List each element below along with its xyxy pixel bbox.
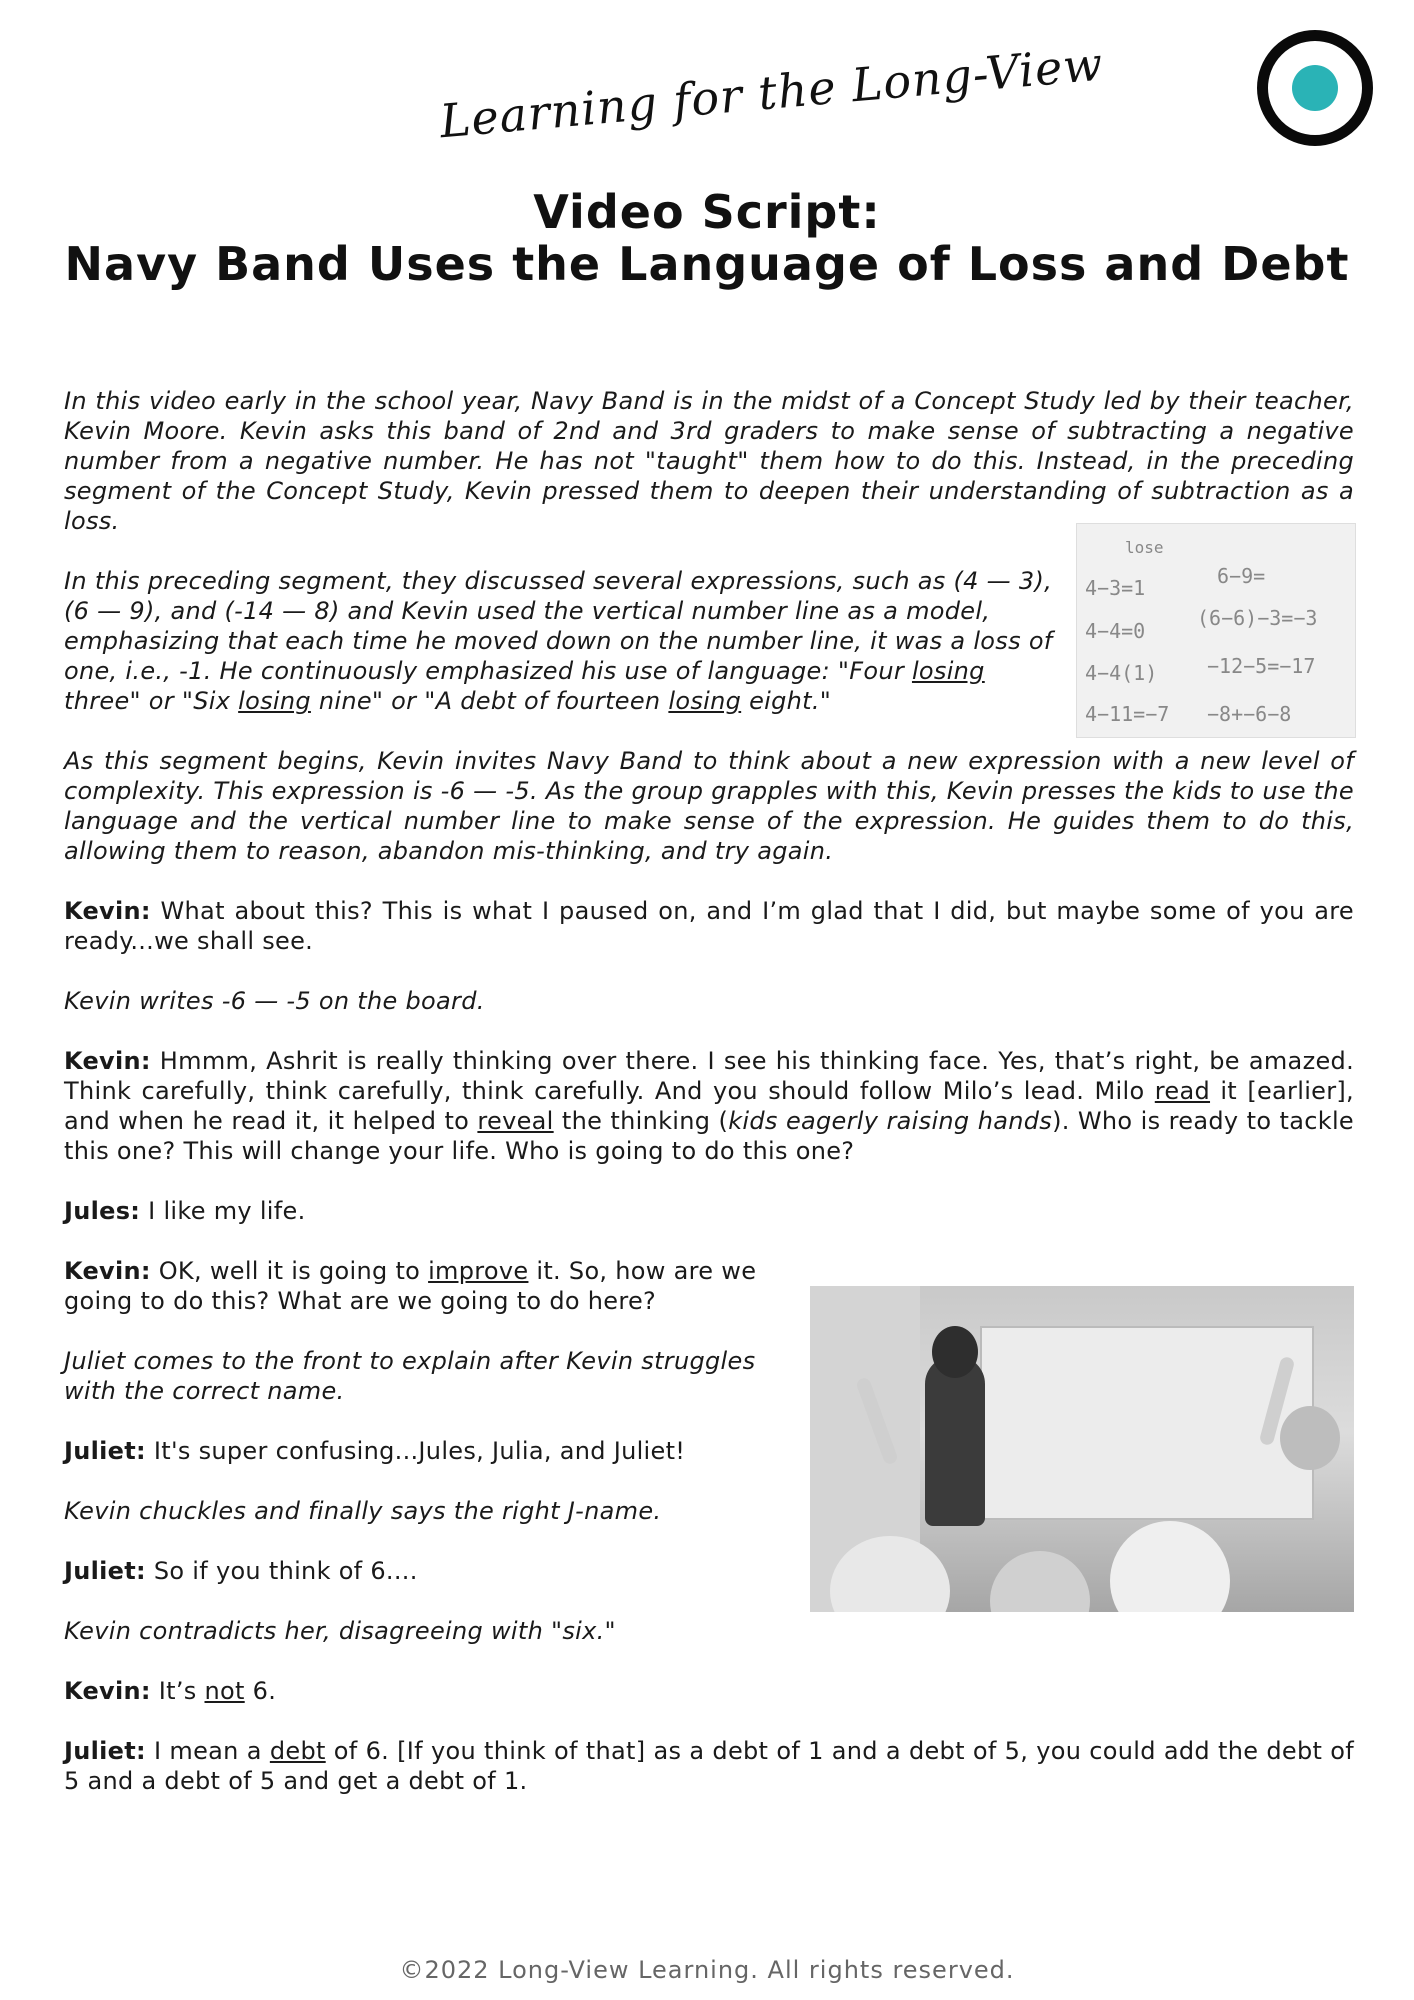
stage-direction: Kevin writes -6 — -5 on the board. bbox=[64, 987, 485, 1015]
board-cell: 4−4(1) bbox=[1085, 661, 1158, 685]
board-label: lose bbox=[1125, 538, 1164, 557]
board-cell: 6−9= bbox=[1217, 564, 1266, 588]
board-cell: −8+−6−8 bbox=[1207, 702, 1292, 726]
brand-logo: Learning for the Long-View bbox=[437, 36, 1106, 149]
whiteboard-image bbox=[1076, 523, 1356, 738]
dialogue-line: Kevin: It’s not 6. bbox=[64, 1677, 277, 1705]
dialogue-line: Kevin: Hmmm, Ashrit is really thinking over there. I see his thinking face. Yes, that’s right, be amazed. Think carefully, think carefully, think carefully. And you should follow Milo’s lead. Milo read it [earlier], and when he read it, it helped to reveal the thinking (kids eagerly raising hands). Who is ready to tackle this one? This will change your life. Who is going to do this one? bbox=[64, 1047, 1354, 1165]
stage-direction: Juliet comes to the front to explain after Kevin struggles with the correct name. bbox=[64, 1347, 756, 1405]
copyright-footer: ©2022 Long-View Learning. All rights reserved. bbox=[399, 1956, 1015, 1984]
intro-paragraph-2: In this preceding segment, they discussed several expressions, such as (4 — 3), (6 — 9), and (-14 — 8) and Kevin used the vertical number line as a model, emphasizing that each time he moved down on the number line, it was a loss of one, i.e., -1. He continuously emphasized his use of language: "Four losing three" or "Six losing nine" or "A debt of fourteen losing eight." bbox=[64, 567, 1053, 715]
board-cell: −12−5=−17 bbox=[1207, 654, 1316, 678]
board-cell: 4−4=0 bbox=[1085, 619, 1146, 643]
dialogue-line: Juliet: I mean a debt of 6. [If you think of that] as a debt of 1 and a debt of 5, you could add the debt of 5 and a debt of 5 and get a debt of 1. bbox=[64, 1737, 1354, 1795]
stage-direction: Kevin chuckles and finally says the right J-name. bbox=[64, 1497, 662, 1525]
dialogue-line: Juliet: So if you think of 6.... bbox=[64, 1557, 418, 1585]
dialogue-line: Jules: I like my life. bbox=[64, 1197, 306, 1225]
dialogue-line: Kevin: OK, well it is going to improve it. So, how are we going to do this? What are we going to do here? bbox=[64, 1257, 757, 1315]
classroom-photo bbox=[810, 1286, 1354, 1612]
stage-direction: Kevin contradicts her, disagreeing with "six." bbox=[64, 1617, 616, 1645]
board-cell: 4−3=1 bbox=[1085, 576, 1146, 600]
intro-paragraph-1: In this video early in the school year, Navy Band is in the midst of a Concept Study led by their teacher, Kevin Moore. Kevin asks this band of 2nd and 3rd graders to make sense of subtracting a negative number from a negative number. He has not "taught" them how to do this. Instead, in the preceding segment of the Concept Study, Kevin pressed them to deepen their understanding of subtraction as a loss. bbox=[64, 387, 1354, 535]
board-cell: 4−11=−7 bbox=[1085, 702, 1170, 726]
page-title-line2: Navy Band Uses the Language of Loss and Debt bbox=[64, 237, 1350, 291]
page-title-line1: Video Script: bbox=[533, 185, 881, 239]
board-cell: (6−6)−3=−3 bbox=[1197, 606, 1318, 630]
dialogue-line: Juliet: It's super confusing...Jules, Julia, and Juliet! bbox=[64, 1437, 686, 1465]
intro-paragraph-3: As this segment begins, Kevin invites Navy Band to think about a new expression with a new level of complexity. This expression is -6 — -5. As the group grapples with this, Kevin presses the kids to use the language and the vertical number line to make sense of the expression. He guides them to do this, allowing them to reason, abandon mis-thinking, and try again. bbox=[64, 747, 1354, 865]
brand-badge-icon bbox=[1257, 30, 1373, 146]
dialogue-line: Kevin: What about this? This is what I paused on, and I’m glad that I did, but maybe some of you are ready...we shall see. bbox=[64, 897, 1354, 955]
